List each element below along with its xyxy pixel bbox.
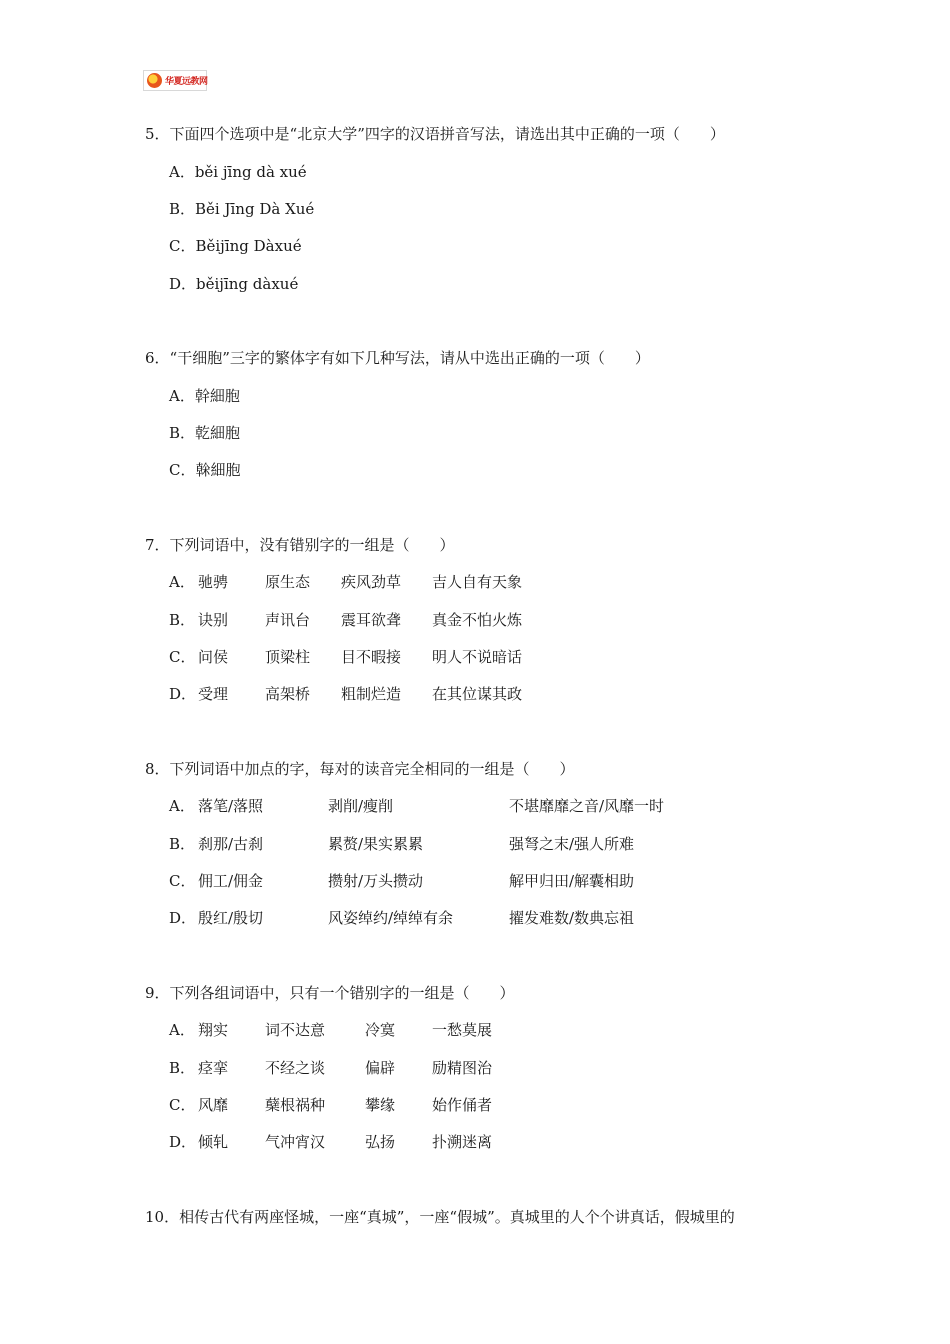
question-9-option-d-word-1: 倾轧 bbox=[198, 1133, 229, 1151]
question-7-option-d-word-4: 在其位谋其政 bbox=[432, 685, 523, 703]
question-7-stem: 7．下列词语中，没有错别字的一组是（ ） bbox=[145, 536, 455, 554]
question-9-stem: 9．下列各组词语中，只有一个错别字的一组是（ ） bbox=[145, 984, 515, 1002]
question-6-option-c: C．榦細胞 bbox=[169, 461, 241, 479]
question-7-option-d-word-2: 高架桥 bbox=[265, 685, 311, 703]
question-8-option-a-pair-2: 剥削/瘦削 bbox=[328, 797, 394, 815]
question-8-option-b-pair-3: 强弩之末/强人所难 bbox=[509, 835, 635, 853]
question-8-option-b-pair-1: 刹那/古刹 bbox=[198, 835, 264, 853]
question-5-option-b: B．Běi Jīng Dà Xué bbox=[169, 200, 315, 218]
question-7-option-d-label: D． bbox=[169, 685, 197, 703]
question-5-option-a: A．běi jīng dà xué bbox=[169, 163, 307, 181]
question-9-option-d-word-2: 气冲宵汉 bbox=[265, 1133, 326, 1151]
question-8-option-a-pair-3: 不堪靡靡之音/风靡一时 bbox=[509, 797, 665, 815]
question-7-option-b-word-2: 声讯台 bbox=[265, 611, 311, 629]
question-5-option-c: C．Běijīng Dàxué bbox=[169, 237, 302, 255]
question-7-option-d-word-1: 受理 bbox=[198, 685, 229, 703]
question-9-option-a-word-2: 词不达意 bbox=[265, 1021, 326, 1039]
question-7-option-c-word-2: 顶梁柱 bbox=[265, 648, 311, 666]
question-9-option-a-word-1: 翔实 bbox=[198, 1021, 229, 1039]
question-7-option-a-label: A． bbox=[169, 573, 195, 591]
question-8-option-b-pair-2: 累赘/果实累累 bbox=[328, 835, 424, 853]
question-5-option-d: D．běijīng dàxué bbox=[169, 275, 299, 293]
question-9-option-b-word-2: 不经之谈 bbox=[265, 1059, 326, 1077]
question-9-option-c-word-4: 始作俑者 bbox=[432, 1096, 493, 1114]
question-9-option-d-word-3: 弘扬 bbox=[365, 1133, 396, 1151]
question-9-option-b-word-1: 痉挛 bbox=[198, 1059, 229, 1077]
question-8-option-a-pair-1: 落笔/落照 bbox=[198, 797, 264, 815]
logo-text: 华夏远教网 bbox=[165, 77, 208, 87]
question-7-option-b-word-3: 震耳欲聋 bbox=[341, 611, 402, 629]
question-7-option-b-word-1: 诀别 bbox=[198, 611, 229, 629]
question-7-option-d-word-3: 粗制烂造 bbox=[341, 685, 402, 703]
question-9-option-b-word-3: 偏辟 bbox=[365, 1059, 396, 1077]
question-9-option-b-label: B． bbox=[169, 1059, 196, 1077]
publisher-logo bbox=[143, 70, 207, 91]
question-8-option-b-label: B． bbox=[169, 835, 196, 853]
question-7-option-a-word-3: 疾风劲草 bbox=[341, 573, 402, 591]
question-9-option-a-word-4: 一愁莫展 bbox=[432, 1021, 493, 1039]
question-7-option-b-word-4: 真金不怕火炼 bbox=[432, 611, 523, 629]
question-10-stem: 10．相传古代有两座怪城，一座“真城”，一座“假城”。真城里的人个个讲真话，假城里的 bbox=[145, 1208, 735, 1226]
question-6-option-a: A．幹細胞 bbox=[169, 387, 240, 405]
question-6-option-b: B．乾細胞 bbox=[169, 424, 241, 442]
question-8-option-c-pair-1: 佣工/佣金 bbox=[198, 872, 264, 890]
question-7-option-a-word-2: 原生态 bbox=[265, 573, 311, 591]
question-7-option-c-word-3: 目不暇接 bbox=[341, 648, 402, 666]
question-8-option-a-label: A． bbox=[169, 797, 195, 815]
question-9-option-c-word-2: 蘖根祸种 bbox=[265, 1096, 326, 1114]
question-7-option-c-word-4: 明人不说暗话 bbox=[432, 648, 523, 666]
question-9-option-b-word-4: 励精图治 bbox=[432, 1059, 493, 1077]
question-7-option-a-word-4: 吉人自有天象 bbox=[432, 573, 523, 591]
question-7-option-b-label: B． bbox=[169, 611, 196, 629]
question-9-option-c-word-3: 攀缘 bbox=[365, 1096, 396, 1114]
question-9-option-d-label: D． bbox=[169, 1133, 197, 1151]
question-8-option-d-pair-2: 风姿绰约/绰绰有余 bbox=[328, 909, 454, 927]
question-9-option-c-label: C． bbox=[169, 1096, 196, 1114]
question-9-option-d-word-4: 扑溯迷离 bbox=[432, 1133, 493, 1151]
question-9-option-c-word-1: 风靡 bbox=[198, 1096, 229, 1114]
question-9-option-a-label: A． bbox=[169, 1021, 195, 1039]
logo-mark-icon bbox=[147, 73, 162, 88]
question-7-option-c-label: C． bbox=[169, 648, 196, 666]
question-8-option-d-label: D． bbox=[169, 909, 197, 927]
question-8-option-c-label: C． bbox=[169, 872, 196, 890]
question-8-option-c-pair-2: 攒射/万头攒动 bbox=[328, 872, 424, 890]
question-7-option-c-word-1: 问侯 bbox=[198, 648, 229, 666]
question-8-option-c-pair-3: 解甲归田/解囊相助 bbox=[509, 872, 635, 890]
question-7-option-a-word-1: 驰骋 bbox=[198, 573, 229, 591]
question-8-option-d-pair-1: 殷红/殷切 bbox=[198, 909, 264, 927]
question-8-option-d-pair-3: 擢发难数/数典忘祖 bbox=[509, 909, 635, 927]
question-6-stem: 6．“干细胞”三字的繁体字有如下几种写法，请从中选出正确的一项（ ） bbox=[145, 349, 650, 367]
question-5-stem: 5．下面四个选项中是“北京大学”四字的汉语拼音写法，请选出其中正确的一项（ ） bbox=[145, 125, 725, 143]
question-8-stem: 8．下列词语中加点的字，每对的读音完全相同的一组是（ ） bbox=[145, 760, 575, 778]
question-9-option-a-word-3: 冷寞 bbox=[365, 1021, 396, 1039]
